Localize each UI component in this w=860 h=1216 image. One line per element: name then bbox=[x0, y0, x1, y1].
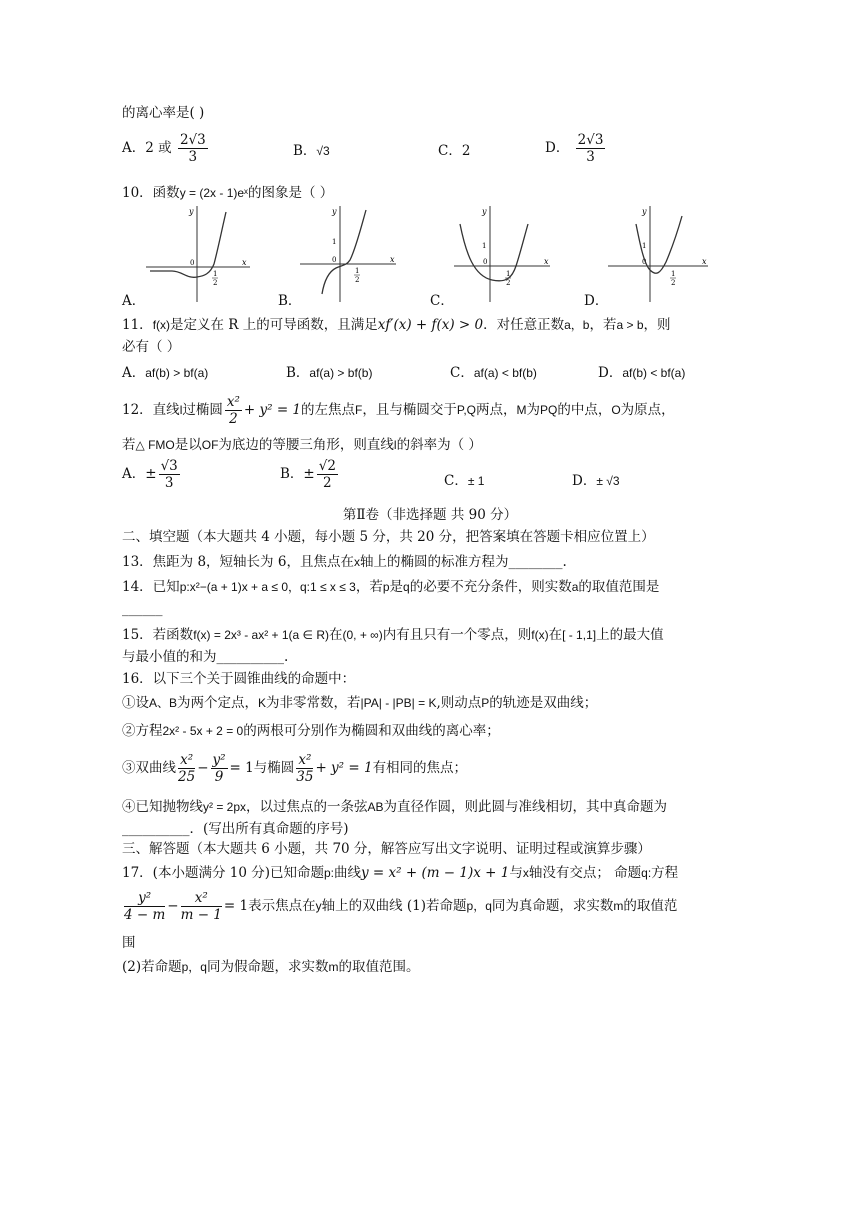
q17-text: 曲线 bbox=[334, 865, 361, 881]
option-value: af(b) < bf(a) bbox=[622, 366, 686, 380]
q17-m: m bbox=[613, 899, 624, 913]
frac-num: √3 bbox=[160, 458, 178, 474]
q17-curve: y = x² + (m − 1)x + 1 bbox=[361, 865, 510, 881]
q10-graph-b bbox=[296, 204, 406, 304]
q17-text: (2)若命题 bbox=[122, 959, 182, 975]
q17-x: x bbox=[522, 866, 529, 880]
frac-num: 2√3 bbox=[179, 132, 206, 148]
q12-pq: PQ bbox=[539, 403, 558, 417]
q16-chord: AB bbox=[367, 800, 384, 814]
q17-line1 bbox=[122, 864, 678, 882]
q16-ellipse-rest: + y² = 1 bbox=[315, 760, 373, 776]
q15-text: 在 bbox=[548, 627, 563, 643]
q11-agtb: a > b bbox=[616, 318, 644, 332]
q14 bbox=[122, 578, 659, 596]
q10-graph-a bbox=[142, 204, 252, 304]
option-value: af(b) > bf(a) bbox=[145, 366, 209, 380]
q16-text: 与椭圆 bbox=[253, 760, 295, 776]
q17-y: y bbox=[315, 899, 322, 913]
q15-func: f(x) = 2x³ - ax² + 1(a ∈ R) bbox=[193, 628, 329, 642]
q16-text: ,则动点 bbox=[436, 695, 482, 711]
q14-blank: ______ bbox=[122, 601, 163, 617]
tick-one-label: 1 bbox=[482, 242, 487, 250]
q17-text: 表示焦点在 bbox=[248, 898, 316, 914]
q14-p: p bbox=[382, 580, 390, 594]
q12-option-a bbox=[122, 458, 182, 491]
tick-one-label: 1 bbox=[642, 242, 647, 250]
q10-stem-tail: 的图象是（ ） bbox=[247, 185, 334, 201]
q17-q: q: bbox=[641, 866, 652, 880]
q17-line2 bbox=[122, 890, 677, 923]
q16-item3 bbox=[122, 752, 467, 785]
q16-p: P bbox=[481, 696, 490, 710]
q16-text: ①设 bbox=[122, 695, 149, 711]
q10-graph-d bbox=[604, 204, 714, 304]
q11-text: ，若 bbox=[589, 317, 617, 333]
q17-text: 方程 bbox=[651, 865, 679, 881]
q16-item1 bbox=[122, 694, 597, 712]
q16-minus: − bbox=[197, 760, 209, 776]
q9-option-a-frac bbox=[178, 132, 208, 165]
option-value: af(a) > bf(b) bbox=[309, 366, 373, 380]
q12-option-c bbox=[444, 472, 484, 490]
q16-frac bbox=[296, 752, 313, 785]
origin-label: 0 bbox=[332, 256, 337, 264]
q16-text: ③双曲线 bbox=[122, 760, 176, 776]
q12-text: 的中点， bbox=[557, 402, 612, 418]
q16-k: K bbox=[258, 696, 267, 710]
frac-num: x² bbox=[226, 394, 240, 410]
q12-line: l bbox=[179, 403, 183, 417]
q12-stem bbox=[122, 394, 675, 427]
q17-minus: − bbox=[167, 898, 179, 914]
q15-interval: (0, + ∞) bbox=[342, 628, 383, 642]
q10-function: y = (2x - 1)eˣ bbox=[179, 186, 248, 200]
q10-label-c: C． bbox=[430, 293, 454, 309]
q17-line4 bbox=[122, 958, 419, 976]
q12-text: 若 bbox=[122, 437, 136, 453]
q12-m: M bbox=[516, 403, 527, 417]
q16-text: 为两个定点， bbox=[177, 695, 259, 711]
q9-option-b bbox=[293, 142, 330, 160]
q17-text: 轴上的双曲线 (1)若命题 bbox=[321, 898, 467, 914]
q11-text: 是定义在 R 上的可导函数，且满足 bbox=[170, 317, 378, 333]
q10-label-d: D． bbox=[584, 293, 609, 309]
q16-frac bbox=[178, 752, 195, 785]
q12-line2 bbox=[122, 436, 482, 454]
q10-graph-c bbox=[450, 204, 560, 304]
q13-text: 轴上的椭圆的标准方程为________. bbox=[359, 554, 567, 570]
q9-option-d bbox=[545, 132, 607, 165]
q11-text: ．对任意正数 bbox=[483, 317, 565, 333]
q15-text: 内有且只有一个零点，则 bbox=[382, 627, 532, 643]
q16-frac bbox=[211, 752, 228, 785]
q15 bbox=[122, 626, 664, 644]
option-label: B． bbox=[280, 466, 304, 482]
origin-label: 0 bbox=[483, 258, 488, 266]
q10-number: 10．函数 bbox=[122, 185, 180, 201]
q12-text: 为原点， bbox=[620, 402, 675, 418]
half-num: 1 bbox=[506, 270, 511, 278]
option-label: A． bbox=[122, 466, 146, 482]
q12-text: 12．直线 bbox=[122, 402, 180, 418]
frac-den: 2 bbox=[323, 475, 332, 491]
q13 bbox=[122, 553, 567, 571]
q17-pq: p，q bbox=[181, 960, 207, 974]
q9-option-d-label: D． bbox=[545, 140, 570, 156]
q16-item4 bbox=[122, 798, 667, 816]
q16-text: ②方程 bbox=[122, 723, 163, 739]
q11-func: f(x) bbox=[152, 318, 171, 332]
option-label: C． bbox=[450, 365, 474, 381]
q12-of: OF bbox=[201, 438, 219, 452]
q12-focus: F bbox=[355, 403, 363, 417]
option-frac bbox=[159, 458, 180, 491]
frac-den: 3 bbox=[188, 149, 198, 165]
q14-text: 14．已知 bbox=[122, 579, 180, 595]
q17-m: m bbox=[328, 960, 339, 974]
q16-equation: 2x² - 5x + 2 = 0 bbox=[162, 724, 244, 738]
q10-label-a: A． bbox=[122, 293, 146, 309]
axis-y-label: y bbox=[482, 207, 487, 216]
q9-option-d-frac bbox=[576, 132, 606, 165]
option-value: ± √3 bbox=[596, 474, 620, 488]
frac-den: m − 1 bbox=[180, 907, 222, 923]
q14-conditions: p:x²−(a + 1)x + a ≤ 0，q:1 ≤ x ≤ 3 bbox=[179, 580, 356, 594]
q14-text: 是 bbox=[389, 579, 404, 595]
q12-text: 两点， bbox=[475, 402, 517, 418]
q12-text: 为底边的等腰三角形，则直线 bbox=[218, 437, 394, 453]
q16-text: ④已知抛物线 bbox=[122, 799, 203, 815]
q15-text: 上的最大值 bbox=[596, 627, 664, 643]
q11-option-a bbox=[122, 364, 208, 382]
q11-number: 11． bbox=[122, 317, 153, 333]
frac-num: x² bbox=[181, 890, 222, 907]
q12-option-b bbox=[280, 458, 340, 491]
q15-interval2: [ - 1,1] bbox=[562, 628, 597, 642]
q14-a: a bbox=[571, 580, 579, 594]
q11-option-d bbox=[598, 364, 685, 382]
option-frac bbox=[317, 458, 338, 491]
q9-option-a bbox=[122, 132, 210, 165]
half-den: 2 bbox=[506, 279, 511, 287]
q14-q: q bbox=[403, 580, 410, 594]
q16-stem: 16．以下三个关于圆锥曲线的命题中： bbox=[122, 671, 356, 687]
q17-text: 与 bbox=[509, 865, 523, 881]
q12-option-d bbox=[572, 472, 620, 490]
q15-line2: 与最小值的和为__________. bbox=[122, 649, 289, 665]
q17-text: 同为假命题，求实数 bbox=[206, 959, 329, 975]
q10-label-b: B． bbox=[278, 293, 302, 309]
frac-num: x² bbox=[178, 752, 195, 769]
q9-option-a-label: A．2 或 bbox=[122, 140, 172, 156]
q12-o: O bbox=[611, 403, 621, 417]
axis-x-label: x bbox=[702, 257, 707, 266]
tick-one-label: 1 bbox=[332, 238, 337, 246]
q12-text: 的左焦点 bbox=[301, 402, 356, 418]
q14-text: ，若 bbox=[355, 579, 383, 595]
frac-den: 3 bbox=[586, 149, 595, 165]
frac-den: 3 bbox=[164, 475, 174, 491]
frac-num: x² bbox=[296, 752, 313, 769]
option-label: D． bbox=[572, 473, 597, 489]
q9-stem: 的离心率是( ) bbox=[122, 105, 205, 121]
axis-y-label: y bbox=[332, 207, 337, 216]
q10-stem bbox=[122, 184, 333, 202]
option-label: D． bbox=[598, 365, 623, 381]
q17-pq: p，q bbox=[466, 899, 492, 913]
q16-text: 有相同的焦点； bbox=[372, 760, 468, 776]
q9-option-c: C．2 bbox=[438, 143, 471, 159]
q16-text: 的轨迹是双曲线； bbox=[489, 695, 598, 711]
q16-ab: A、B bbox=[149, 696, 178, 710]
q16-text: 为直径作圆，则此圆与准线相切，其中真命题为 bbox=[383, 799, 668, 815]
q9-option-b-value: √3 bbox=[316, 144, 330, 158]
q15-text: 15．若函数 bbox=[122, 627, 194, 643]
q11-condition: xf′(x) + f(x) > 0 bbox=[377, 317, 484, 333]
axis-x-label: x bbox=[390, 255, 395, 264]
part2-heading bbox=[0, 506, 860, 524]
q16-item2 bbox=[122, 722, 500, 740]
half-den: 2 bbox=[671, 279, 676, 287]
option-label: C． bbox=[444, 473, 468, 489]
frac-num: y² bbox=[212, 752, 226, 768]
q17-eq: = 1 bbox=[223, 898, 249, 914]
q11-text: ，则 bbox=[643, 317, 671, 333]
q9-option-b-label: B． bbox=[293, 143, 317, 159]
origin-label: 0 bbox=[642, 258, 647, 266]
q11-option-b bbox=[286, 364, 372, 382]
q16-text: 为非零常数，若 bbox=[266, 695, 361, 711]
q12-text: 为 bbox=[526, 402, 540, 418]
q16-text: 的两根可分别作为椭圆和双曲线的离心率； bbox=[243, 723, 500, 739]
q17-frac bbox=[124, 890, 165, 923]
half-num: 1 bbox=[355, 267, 360, 275]
axis-y-label: y bbox=[642, 207, 647, 216]
q12-ellipse-rest: + y² = 1 bbox=[243, 402, 302, 418]
half-den: 2 bbox=[213, 279, 218, 287]
q12-text: 是以 bbox=[174, 437, 202, 453]
section3-heading: 三、解答题（本大题共 6 小题，共 70 分，解答应写出文字说明、证明过程或演算步骤） bbox=[122, 841, 651, 857]
q17-text: 轴没有交点； 命题 bbox=[528, 865, 642, 881]
q12-pq: P,Q bbox=[456, 403, 476, 417]
q11-option-c bbox=[450, 364, 537, 382]
q12-text: 过椭圆 bbox=[182, 402, 223, 418]
q15-text: 在 bbox=[329, 627, 343, 643]
option-value: ± 1 bbox=[467, 474, 485, 488]
half-num: 1 bbox=[671, 270, 676, 278]
q17-text: 的取值范围。 bbox=[338, 959, 420, 975]
q17-text: 17．(本小题满分 10 分)已知命题 bbox=[122, 865, 324, 881]
option-pm: ± bbox=[145, 466, 157, 482]
frac-num: 2√3 bbox=[577, 132, 604, 148]
q16-parabola: y² = 2px bbox=[203, 800, 247, 814]
q17-p: p: bbox=[323, 866, 334, 880]
q14-text: 的取值范围是 bbox=[578, 579, 660, 595]
option-label: A． bbox=[122, 365, 146, 381]
frac-den: 4 − m bbox=[124, 907, 166, 923]
option-value: af(a) < bf(b) bbox=[473, 366, 537, 380]
q17-line3: 围 bbox=[122, 935, 136, 951]
axis-x-label: x bbox=[544, 257, 549, 266]
q16-text: ，以过焦点的一条弦 bbox=[246, 799, 368, 815]
option-label: B． bbox=[286, 365, 310, 381]
section2-heading: 二、填空题（本大题共 4 小题，每小题 5 分，共 20 分，把答案填在答题卡相应位置上） bbox=[122, 529, 655, 545]
q11-stem bbox=[122, 316, 671, 334]
frac-num: y² bbox=[124, 890, 165, 907]
option-pm: ± bbox=[303, 466, 315, 482]
part2-text: 第Ⅱ卷（非选择题 共 90 分） bbox=[342, 507, 518, 523]
q17-frac bbox=[181, 890, 222, 923]
q13-text: 13．焦距为 8，短轴长为 6，且焦点在 bbox=[122, 554, 354, 570]
q15-func2: f(x) bbox=[531, 628, 549, 642]
q13-x: x bbox=[353, 555, 360, 569]
q12-text: 的斜率为（ ） bbox=[396, 437, 482, 453]
axis-x-label: x bbox=[242, 258, 247, 267]
frac-num: √2 bbox=[318, 458, 336, 474]
q17-text: 的取值范 bbox=[623, 898, 678, 914]
q14-text: 的必要不充分条件，则实数 bbox=[409, 579, 572, 595]
q11-line2: 必有（ ） bbox=[122, 339, 181, 355]
frac-den: 9 bbox=[214, 769, 224, 785]
axis-y-label: y bbox=[189, 207, 194, 216]
q12-text: ，且与椭圆交于 bbox=[362, 402, 457, 418]
half-den: 2 bbox=[355, 276, 360, 284]
q16-eq: = 1 bbox=[229, 760, 254, 776]
q12-triangle: △ FMO bbox=[135, 438, 175, 452]
half-num: 1 bbox=[213, 270, 218, 278]
q17-text: 同为真命题，求实数 bbox=[491, 898, 614, 914]
q12-ellipse-frac bbox=[225, 394, 242, 427]
q11-ab: a，b bbox=[564, 318, 590, 332]
q16-item4-line2: __________．(写出所有真命题的序号) bbox=[122, 821, 349, 837]
frac-den: 25 bbox=[178, 769, 196, 785]
q16-pa-pb: |PA| - |PB| = K bbox=[360, 696, 437, 710]
frac-den: 35 bbox=[296, 769, 314, 785]
origin-label: 0 bbox=[190, 259, 195, 267]
frac-den: 2 bbox=[229, 411, 238, 427]
q12-line: l bbox=[393, 438, 397, 452]
